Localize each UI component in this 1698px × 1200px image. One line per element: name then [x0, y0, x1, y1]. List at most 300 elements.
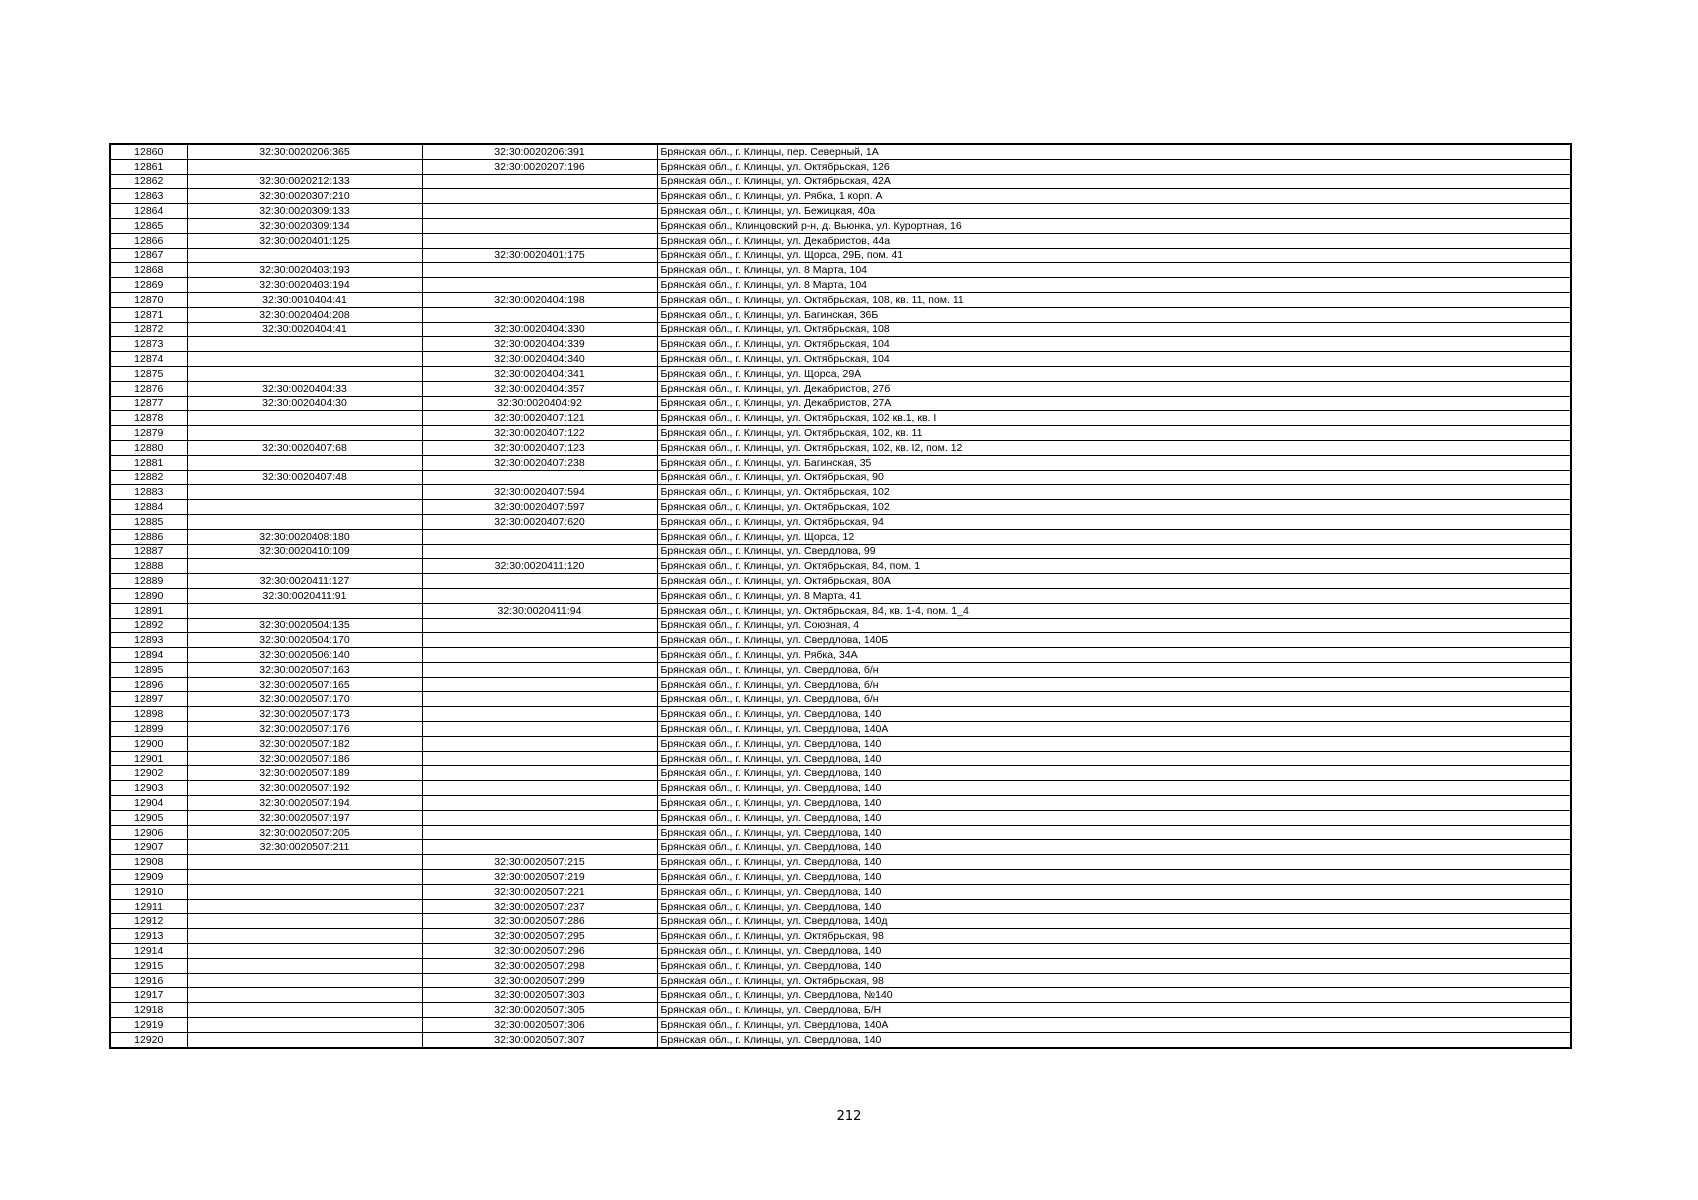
row-number-cell: 12879 [110, 426, 187, 441]
cadastral-number-cell [422, 722, 657, 737]
cadastral-number-cell [187, 500, 422, 515]
cadastral-number-cell: 32:30:0020507:189 [187, 766, 422, 781]
cadastral-number-cell [187, 603, 422, 618]
table-row [110, 159, 1571, 174]
table-row [110, 500, 1571, 515]
table-row [110, 988, 1571, 1003]
row-number-cell: 12908 [110, 855, 187, 870]
table-row [110, 514, 1571, 529]
cadastral-number-cell: 32:30:0020507:211 [187, 840, 422, 855]
table-row [110, 189, 1571, 204]
address-cell: Брянская обл., г. Клинцы, ул. Свердлова, 140 [657, 825, 1571, 840]
row-number-cell: 12892 [110, 618, 187, 633]
table-row [110, 455, 1571, 470]
table-row [110, 411, 1571, 426]
row-number-cell: 12861 [110, 159, 187, 174]
table-row [110, 485, 1571, 500]
cadastral-number-cell: 32:30:0020404:92 [422, 396, 657, 411]
address-cell: Брянская обл., г. Клинцы, ул. Рябка, 1 корп. А [657, 189, 1571, 204]
address-cell: Брянская обл., г. Клинцы, ул. Свердлова, 140 [657, 751, 1571, 766]
cadastral-number-cell: 32:30:0020507:307 [422, 1032, 657, 1047]
address-cell: Брянская обл., г. Клинцы, ул. Октябрьская, 42А [657, 174, 1571, 189]
cadastral-number-cell: 32:30:0020407:48 [187, 470, 422, 485]
cadastral-number-cell [422, 781, 657, 796]
address-cell: Брянская обл., г. Клинцы, ул. Октябрьская, 126 [657, 159, 1571, 174]
cadastral-number-cell: 32:30:0020507:170 [187, 692, 422, 707]
address-cell: Брянская обл., г. Клинцы, ул. Свердлова, 99 [657, 544, 1571, 559]
address-cell: Брянская обл., г. Клинцы, ул. Октябрьская, 84, пом. 1 [657, 559, 1571, 574]
cadastral-number-cell: 32:30:0020507:296 [422, 944, 657, 959]
cadastral-number-cell: 32:30:0020404:340 [422, 352, 657, 367]
address-cell: Брянская обл., г. Клинцы, ул. Октябрьская, 94 [657, 514, 1571, 529]
row-number-cell: 12885 [110, 514, 187, 529]
cadastral-number-cell: 32:30:0020404:330 [422, 322, 657, 337]
cadastral-number-cell: 32:30:0020307:210 [187, 189, 422, 204]
cadastral-number-cell [422, 544, 657, 559]
cadastral-number-cell: 32:30:0020207:196 [422, 159, 657, 174]
row-number-cell: 12889 [110, 574, 187, 589]
row-number-cell: 12883 [110, 485, 187, 500]
address-cell: Брянская обл., г. Клинцы, ул. Свердлова, №140 [657, 988, 1571, 1003]
cadastral-number-cell [422, 189, 657, 204]
row-number-cell: 12868 [110, 263, 187, 278]
row-number-cell: 12873 [110, 337, 187, 352]
cadastral-number-cell [422, 692, 657, 707]
address-cell: Брянская обл., г. Клинцы, ул. Свердлова, 140 [657, 870, 1571, 885]
row-number-cell: 12918 [110, 1003, 187, 1018]
cadastral-number-cell: 32:30:0020507:186 [187, 751, 422, 766]
row-number-cell: 12870 [110, 292, 187, 307]
address-cell: Брянская обл., г. Клинцы, ул. Свердлова, б/н [657, 662, 1571, 677]
address-cell: Брянская обл., г. Клинцы, ул. Октябрьская, 102 [657, 500, 1571, 515]
row-number-cell: 12860 [110, 144, 187, 159]
cadastral-number-cell: 32:30:0020404:208 [187, 307, 422, 322]
cadastral-number-cell: 32:30:0020506:140 [187, 648, 422, 663]
table-row [110, 352, 1571, 367]
table-row [110, 914, 1571, 929]
table-row [110, 1018, 1571, 1033]
row-number-cell: 12882 [110, 470, 187, 485]
page-number: 212 [836, 1109, 862, 1124]
table-row [110, 603, 1571, 618]
table-row [110, 574, 1571, 589]
row-number-cell: 12906 [110, 825, 187, 840]
row-number-cell: 12887 [110, 544, 187, 559]
address-cell: Брянская обл., г. Клинцы, ул. Свердлова, 140д [657, 914, 1571, 929]
table-row [110, 618, 1571, 633]
address-cell: Брянская обл., г. Клинцы, ул. Октябрьская, 98 [657, 973, 1571, 988]
cadastral-number-cell: 32:30:0020507:221 [422, 884, 657, 899]
cadastral-number-cell: 32:30:0020404:357 [422, 381, 657, 396]
cadastral-number-cell [422, 633, 657, 648]
cadastral-number-cell [422, 218, 657, 233]
cadastral-number-cell: 32:30:0020507:205 [187, 825, 422, 840]
cadastral-number-cell [187, 248, 422, 263]
address-cell: Брянская обл., г. Клинцы, ул. Союзная, 4 [657, 618, 1571, 633]
address-cell: Брянская обл., г. Клинцы, ул. 8 Марта, 41 [657, 588, 1571, 603]
row-number-cell: 12874 [110, 352, 187, 367]
row-number-cell: 12888 [110, 559, 187, 574]
table-row [110, 544, 1571, 559]
cadastral-number-cell: 32:30:0020404:30 [187, 396, 422, 411]
row-number-cell: 12872 [110, 322, 187, 337]
row-number-cell: 12916 [110, 973, 187, 988]
cadastral-number-cell: 32:30:0010404:41 [187, 292, 422, 307]
cadastral-number-cell [187, 337, 422, 352]
table-row [110, 440, 1571, 455]
cadastral-number-cell [187, 559, 422, 574]
table-row [110, 929, 1571, 944]
cadastral-number-cell [422, 174, 657, 189]
cadastral-number-cell [422, 751, 657, 766]
table-row [110, 944, 1571, 959]
row-number-cell: 12904 [110, 796, 187, 811]
row-number-cell: 12865 [110, 218, 187, 233]
cadastral-number-cell [187, 426, 422, 441]
row-number-cell: 12880 [110, 440, 187, 455]
cadastral-number-cell [422, 648, 657, 663]
row-number-cell: 12876 [110, 381, 187, 396]
cadastral-number-cell [187, 411, 422, 426]
table-row [110, 810, 1571, 825]
row-number-cell: 12893 [110, 633, 187, 648]
row-number-cell: 12910 [110, 884, 187, 899]
address-cell: Брянская обл., г. Клинцы, ул. Свердлова, 140Б [657, 633, 1571, 648]
cadastral-number-cell [187, 366, 422, 381]
table-row [110, 633, 1571, 648]
address-cell: Брянская обл., г. Клинцы, ул. 8 Марта, 104 [657, 263, 1571, 278]
cadastral-number-cell [187, 944, 422, 959]
address-cell: Брянская обл., г. Клинцы, ул. Свердлова, 140 [657, 736, 1571, 751]
row-number-cell: 12896 [110, 677, 187, 692]
cadastral-number-cell: 32:30:0020408:180 [187, 529, 422, 544]
row-number-cell: 12917 [110, 988, 187, 1003]
cadastral-number-cell: 32:30:0020507:295 [422, 929, 657, 944]
cadastral-number-cell [422, 677, 657, 692]
address-cell: Брянская обл., г. Клинцы, ул. Свердлова, 140 [657, 810, 1571, 825]
cadastral-number-cell [187, 884, 422, 899]
address-cell: Брянская обл., Клинцовский р-н, д. Вьюнка, ул. Курортная, 16 [657, 218, 1571, 233]
address-cell: Брянская обл., г. Клинцы, ул. Октябрьская, 104 [657, 352, 1571, 367]
cadastral-number-cell [422, 263, 657, 278]
address-cell: Брянская обл., г. Клинцы, ул. Свердлова, 140 [657, 899, 1571, 914]
row-number-cell: 12884 [110, 500, 187, 515]
address-cell: Брянская обл., г. Клинцы, ул. Свердлова, б/н [657, 677, 1571, 692]
cadastral-number-cell [422, 707, 657, 722]
cadastral-number-cell: 32:30:0020309:134 [187, 218, 422, 233]
row-number-cell: 12912 [110, 914, 187, 929]
cadastral-number-cell [422, 574, 657, 589]
address-cell: Брянская обл., г. Клинцы, ул. Октябрьская, 102 кв.1, кв. I [657, 411, 1571, 426]
cadastral-number-cell: 32:30:0020507:219 [422, 870, 657, 885]
cadastral-number-cell: 32:30:0020212:133 [187, 174, 422, 189]
cadastral-number-cell [187, 899, 422, 914]
table-row [110, 751, 1571, 766]
address-cell: Брянская обл., г. Клинцы, ул. Щорса, 12 [657, 529, 1571, 544]
cadastral-number-cell: 32:30:0020404:41 [187, 322, 422, 337]
cadastral-number-cell: 32:30:0020401:175 [422, 248, 657, 263]
row-number-cell: 12900 [110, 736, 187, 751]
row-number-cell: 12920 [110, 1032, 187, 1047]
table-row [110, 677, 1571, 692]
row-number-cell: 12864 [110, 204, 187, 219]
cadastral-number-cell: 32:30:0020410:109 [187, 544, 422, 559]
cadastral-number-cell: 32:30:0020504:135 [187, 618, 422, 633]
cadastral-number-cell [422, 810, 657, 825]
table-body [110, 144, 1571, 1048]
cadastral-number-cell: 32:30:0020403:193 [187, 263, 422, 278]
row-number-cell: 12877 [110, 396, 187, 411]
address-cell: Брянская обл., г. Клинцы, ул. Октябрьская, 108 [657, 322, 1571, 337]
cadastral-number-cell [187, 870, 422, 885]
cadastral-number-cell [422, 662, 657, 677]
row-number-cell: 12897 [110, 692, 187, 707]
address-cell: Брянская обл., г. Клинцы, ул. Свердлова, б/н [657, 692, 1571, 707]
table-row [110, 174, 1571, 189]
cadastral-number-cell [187, 1032, 422, 1047]
cadastral-number-cell: 32:30:0020206:365 [187, 144, 422, 159]
address-cell: Брянская обл., г. Клинцы, ул. Свердлова, 140 [657, 958, 1571, 973]
cadastral-number-cell [187, 929, 422, 944]
cadastral-number-cell: 32:30:0020507:165 [187, 677, 422, 692]
cadastral-number-cell [187, 988, 422, 1003]
table-row [110, 973, 1571, 988]
address-cell: Брянская обл., г. Клинцы, ул. Свердлова, 140 [657, 781, 1571, 796]
address-cell: Брянская обл., г. Клинцы, ул. Щорса, 29Б, пом. 41 [657, 248, 1571, 263]
cadastral-number-cell: 32:30:0020407:594 [422, 485, 657, 500]
table-row [110, 825, 1571, 840]
table-row [110, 707, 1571, 722]
cadastral-number-cell [422, 618, 657, 633]
address-cell: Брянская обл., г. Клинцы, ул. Октябрьская, 102, кв. 11 [657, 426, 1571, 441]
address-cell: Брянская обл., г. Клинцы, ул. Свердлова, 140 [657, 840, 1571, 855]
row-number-cell: 12871 [110, 307, 187, 322]
address-cell: Брянская обл., г. Клинцы, ул. Октябрьская, 80А [657, 574, 1571, 589]
cadastral-number-cell: 32:30:0020407:597 [422, 500, 657, 515]
cadastral-number-cell: 32:30:0020407:620 [422, 514, 657, 529]
table-row [110, 396, 1571, 411]
address-cell: Брянская обл., г. Клинцы, ул. Рябка, 34А [657, 648, 1571, 663]
cadastral-number-cell: 32:30:0020507:299 [422, 973, 657, 988]
cadastral-number-cell: 32:30:0020407:122 [422, 426, 657, 441]
table-row [110, 1032, 1571, 1047]
cadastral-number-cell: 32:30:0020404:341 [422, 366, 657, 381]
cadastral-number-cell: 32:30:0020507:173 [187, 707, 422, 722]
address-cell: Брянская обл., г. Клинцы, ул. Октябрьская, 108, кв. 11, пом. 11 [657, 292, 1571, 307]
table-row [110, 204, 1571, 219]
registry-table [109, 143, 1572, 1049]
row-number-cell: 12911 [110, 899, 187, 914]
address-cell: Брянская обл., г. Клинцы, ул. Октябрьская, 102, кв. I2, пом. 12 [657, 440, 1571, 455]
row-number-cell: 12886 [110, 529, 187, 544]
row-number-cell: 12898 [110, 707, 187, 722]
cadastral-number-cell [187, 855, 422, 870]
address-cell: Брянская обл., г. Клинцы, ул. Багинская, 36Б [657, 307, 1571, 322]
cadastral-number-cell: 32:30:0020507:237 [422, 899, 657, 914]
address-cell: Брянская обл., г. Клинцы, ул. Свердлова, Б/Н [657, 1003, 1571, 1018]
cadastral-number-cell: 32:30:0020507:286 [422, 914, 657, 929]
row-number-cell: 12903 [110, 781, 187, 796]
table-row [110, 218, 1571, 233]
table-row [110, 559, 1571, 574]
cadastral-number-cell: 32:30:0020407:68 [187, 440, 422, 455]
cadastral-number-cell: 32:30:0020411:127 [187, 574, 422, 589]
address-cell: Брянская обл., г. Клинцы, ул. Щорса, 29А [657, 366, 1571, 381]
cadastral-number-cell: 32:30:0020507:192 [187, 781, 422, 796]
row-number-cell: 12895 [110, 662, 187, 677]
table-row [110, 692, 1571, 707]
table-row [110, 426, 1571, 441]
row-number-cell: 12881 [110, 455, 187, 470]
address-cell: Брянская обл., г. Клинцы, ул. Октябрьская, 98 [657, 929, 1571, 944]
cadastral-number-cell: 32:30:0020206:391 [422, 144, 657, 159]
cadastral-number-cell [187, 958, 422, 973]
cadastral-number-cell [422, 588, 657, 603]
cadastral-number-cell [422, 307, 657, 322]
cadastral-number-cell: 32:30:0020507:194 [187, 796, 422, 811]
cadastral-number-cell: 32:30:0020507:303 [422, 988, 657, 1003]
table-row [110, 766, 1571, 781]
address-cell: Брянская обл., г. Клинцы, ул. Свердлова, 140А [657, 722, 1571, 737]
address-cell: Брянская обл., г. Клинцы, ул. Свердлова, 140 [657, 1032, 1571, 1047]
cadastral-number-cell: 32:30:0020507:298 [422, 958, 657, 973]
address-cell: Брянская обл., г. Клинцы, ул. Свердлова, 140 [657, 707, 1571, 722]
row-number-cell: 12863 [110, 189, 187, 204]
address-cell: Брянская обл., г. Клинцы, ул. Свердлова, 140 [657, 944, 1571, 959]
row-number-cell: 12913 [110, 929, 187, 944]
row-number-cell: 12905 [110, 810, 187, 825]
address-cell: Брянская обл., г. Клинцы, ул. Октябрьская, 104 [657, 337, 1571, 352]
cadastral-number-cell [422, 840, 657, 855]
row-number-cell: 12902 [110, 766, 187, 781]
address-cell: Брянская обл., г. Клинцы, ул. Бежицкая, 40а [657, 204, 1571, 219]
cadastral-number-cell: 32:30:0020411:94 [422, 603, 657, 618]
table-row [110, 233, 1571, 248]
cadastral-number-cell: 32:30:0020507:305 [422, 1003, 657, 1018]
table-row [110, 648, 1571, 663]
table-row [110, 796, 1571, 811]
cadastral-number-cell [187, 1003, 422, 1018]
address-cell: Брянская обл., г. Клинцы, ул. Свердлова, 140 [657, 796, 1571, 811]
table-row [110, 588, 1571, 603]
table-row [110, 292, 1571, 307]
row-number-cell: 12909 [110, 870, 187, 885]
row-number-cell: 12867 [110, 248, 187, 263]
row-number-cell: 12875 [110, 366, 187, 381]
cadastral-number-cell: 32:30:0020411:91 [187, 588, 422, 603]
cadastral-number-cell: 32:30:0020507:163 [187, 662, 422, 677]
row-number-cell: 12915 [110, 958, 187, 973]
cadastral-number-cell [187, 914, 422, 929]
cadastral-number-cell: 32:30:0020507:215 [422, 855, 657, 870]
table-row [110, 144, 1571, 159]
table-row [110, 884, 1571, 899]
address-cell: Брянская обл., г. Клинцы, ул. Багинская, 35 [657, 455, 1571, 470]
row-number-cell: 12890 [110, 588, 187, 603]
cadastral-number-cell [187, 1018, 422, 1033]
cadastral-number-cell [187, 973, 422, 988]
cadastral-number-cell: 32:30:0020407:123 [422, 440, 657, 455]
row-number-cell: 12878 [110, 411, 187, 426]
table-row [110, 781, 1571, 796]
cadastral-number-cell [422, 736, 657, 751]
row-number-cell: 12901 [110, 751, 187, 766]
table-row [110, 1003, 1571, 1018]
cadastral-number-cell: 32:30:0020404:33 [187, 381, 422, 396]
cadastral-number-cell: 32:30:0020309:133 [187, 204, 422, 219]
cadastral-number-cell [422, 278, 657, 293]
cadastral-number-cell: 32:30:0020507:197 [187, 810, 422, 825]
table-row [110, 899, 1571, 914]
row-number-cell: 12866 [110, 233, 187, 248]
table-row [110, 958, 1571, 973]
address-cell: Брянская обл., г. Клинцы, пер. Северный, 1А [657, 144, 1571, 159]
table-row [110, 337, 1571, 352]
cadastral-number-cell [422, 796, 657, 811]
cadastral-number-cell: 32:30:0020407:121 [422, 411, 657, 426]
table-row [110, 840, 1571, 855]
address-cell: Брянская обл., г. Клинцы, ул. Октябрьская, 90 [657, 470, 1571, 485]
cadastral-number-cell [422, 233, 657, 248]
cadastral-number-cell [187, 485, 422, 500]
row-number-cell: 12869 [110, 278, 187, 293]
row-number-cell: 12894 [110, 648, 187, 663]
table-row [110, 322, 1571, 337]
cadastral-number-cell: 32:30:0020507:176 [187, 722, 422, 737]
cadastral-number-cell: 32:30:0020401:125 [187, 233, 422, 248]
row-number-cell: 12907 [110, 840, 187, 855]
cadastral-number-cell [422, 825, 657, 840]
table-row [110, 278, 1571, 293]
address-cell: Брянская обл., г. Клинцы, ул. Декабристов, 44а [657, 233, 1571, 248]
table-row [110, 381, 1571, 396]
cadastral-number-cell: 32:30:0020404:339 [422, 337, 657, 352]
cadastral-number-cell: 32:30:0020411:120 [422, 559, 657, 574]
cadastral-number-cell [422, 766, 657, 781]
table-row [110, 722, 1571, 737]
table-row [110, 248, 1571, 263]
address-cell: Брянская обл., г. Клинцы, ул. Свердлова, 140 [657, 884, 1571, 899]
cadastral-number-cell: 32:30:0020407:238 [422, 455, 657, 470]
cadastral-number-cell [422, 470, 657, 485]
cadastral-number-cell: 32:30:0020403:194 [187, 278, 422, 293]
cadastral-number-cell: 32:30:0020507:182 [187, 736, 422, 751]
cadastral-number-cell [187, 352, 422, 367]
table-row [110, 855, 1571, 870]
row-number-cell: 12862 [110, 174, 187, 189]
address-cell: Брянская обл., г. Клинцы, ул. 8 Марта, 104 [657, 278, 1571, 293]
row-number-cell: 12891 [110, 603, 187, 618]
address-cell: Брянская обл., г. Клинцы, ул. Октябрьская, 102 [657, 485, 1571, 500]
cadastral-number-cell: 32:30:0020507:306 [422, 1018, 657, 1033]
table-row [110, 529, 1571, 544]
table-row [110, 366, 1571, 381]
table-row [110, 870, 1571, 885]
address-cell: Брянская обл., г. Клинцы, ул. Свердлова, 140А [657, 1018, 1571, 1033]
table-row [110, 470, 1571, 485]
address-cell: Брянская обл., г. Клинцы, ул. Октябрьская, 84, кв. 1-4, пом. 1_4 [657, 603, 1571, 618]
cadastral-number-cell [422, 204, 657, 219]
row-number-cell: 12919 [110, 1018, 187, 1033]
table-row [110, 662, 1571, 677]
cadastral-number-cell [187, 514, 422, 529]
table-row [110, 736, 1571, 751]
address-cell: Брянская обл., г. Клинцы, ул. Декабристов, 27А [657, 396, 1571, 411]
row-number-cell: 12899 [110, 722, 187, 737]
address-cell: Брянская обл., г. Клинцы, ул. Декабристов, 27б [657, 381, 1571, 396]
cadastral-number-cell [187, 159, 422, 174]
address-cell: Брянская обл., г. Клинцы, ул. Свердлова, 140 [657, 855, 1571, 870]
